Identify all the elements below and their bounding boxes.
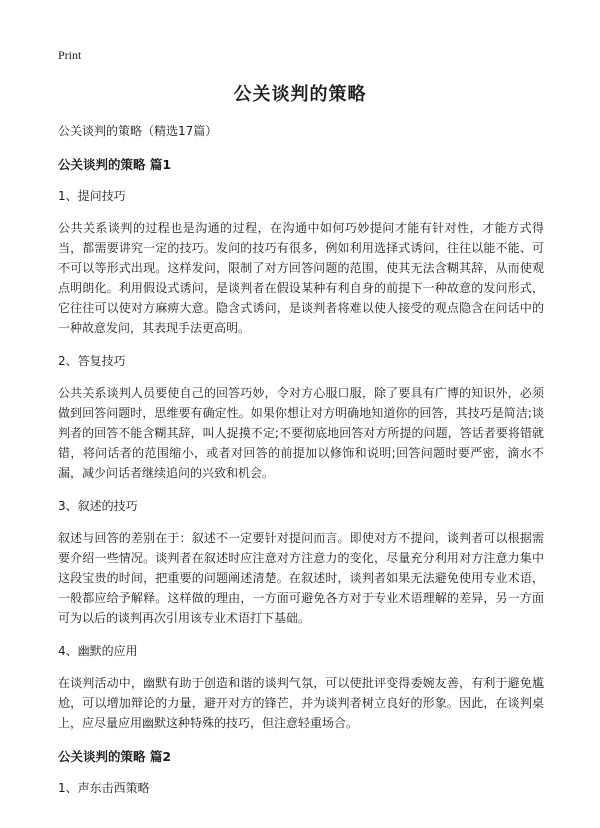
item-paragraph: 公共关系谈判的过程也是沟通的过程，在沟通中如何巧妙提问才能有针对性，才能方式得当，都需要讲究一定的技巧。发问的技巧有很多，例如利用选择式诱问，往往以能不能、可不可以等形式出现。这样发问，限制了对方回答问题的范围，使其无法含糊其辞，从而使观点明朗化。利用假设式诱问，是谈判者在假设某种有利自身的前提下一种故意的发问形式，它往往可以使对方麻痹大意。隐含式诱问，是谈判者将难以使人接受的观点隐含在问话中的一种故意发问，其表现手法更高明。 — [58, 221, 544, 335]
document-subtitle: 公关谈判的策略（精选17篇） — [58, 124, 218, 138]
item-heading: 3、叙述的技巧 — [58, 499, 138, 513]
section-title-2: 公关谈判的策略 篇2 — [58, 749, 172, 764]
item-paragraph: 公共关系谈判人员要使自己的回答巧妙，令对方心服口服，除了要具有广博的知识外，必须做到回答问题时，思维要有确定性。如果你想让对方明确地知道你的回答，其技巧是简洁;谈判者的回答不能含糊其辞，叫人捉摸不定;不要彻底地回答对方所提的问题，答话者要将错就错，将问话者的范围缩小，或者对回答的前提加以修饰和说明;回答问题时要严密，滴水不漏，减少问话者继续追问的兴致和机会。 — [58, 386, 544, 480]
item-heading: 2、答复技巧 — [58, 354, 126, 368]
document-body — [58, 122, 544, 810]
item-paragraph: 在谈判活动中，幽默有助于创造和谐的谈判气氛，可以使批评变得委婉友善，有利于避免尴尬，可以增加辩论的力量，避开对方的锋芒，并为谈判者树立良好的形象。因此，在谈判桌上，应尽量应用幽默这种特殊的技巧，但注意轻重场合。 — [58, 676, 544, 730]
section-title-1: 公关谈判的策略 篇1 — [58, 157, 172, 172]
item-heading: 1、提问技巧 — [58, 189, 126, 203]
item-heading: 4、幽默的应用 — [58, 644, 138, 658]
page-title: 公关谈判的策略 — [233, 84, 367, 105]
print-link[interactable]: Print — [58, 48, 82, 62]
item-heading: 1、声东击西策略 — [58, 781, 150, 795]
item-paragraph: 叙述与回答的差别在于：叙述不一定要针对提问而言。即使对方不提问，谈判者可以根据需要介绍一些情况。谈判者在叙述时应注意对方注意力的变化，尽量充分利用对方注意力集中这段宝贵的时间，把重要的问题阐述清楚。在叙述时，谈判者如果无法避免使用专业术语，一般都应给予解释。这样做的理由，一方面可避免各方对于专业术语理解的差异，另一方面可为以后的谈判再次引用该专业术语打下基础。 — [58, 531, 544, 625]
